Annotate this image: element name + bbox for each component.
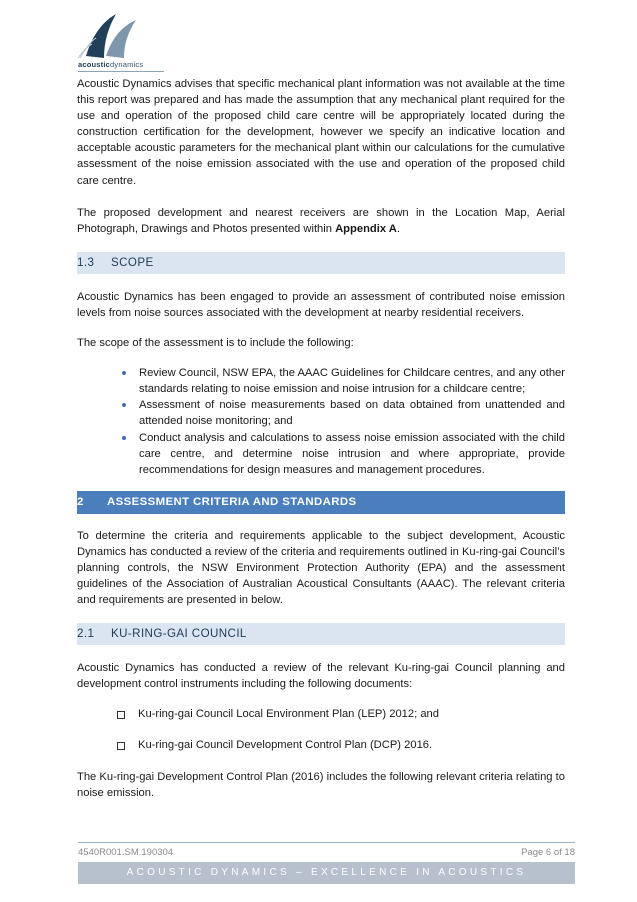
section-title: ASSESSMENT CRITERIA AND STANDARDS (107, 495, 357, 508)
document-name: Ku-ring-gai Council Development Control Plan (DCP) 2016. (138, 738, 433, 751)
document-name: Ku-ring-gai Council Local Environment Plan (LEP) 2012; and (138, 708, 439, 721)
section-heading-council (77, 623, 565, 645)
report-reference: 4540R001.SM.190304 (78, 847, 174, 858)
section-heading-assessment-criteria (77, 491, 565, 514)
list-item (77, 737, 565, 753)
council-paragraph-1: Acoustic Dynamics has conducted a review of the relevant Ku-ring-gai Council planning and development control instruments including the following documents: (77, 662, 565, 691)
scope-bullet-list (77, 365, 565, 478)
checkbox-bullet-icon (117, 742, 125, 750)
intro-paragraph-2: The proposed development and nearest receivers are shown in the Location Map, Aerial Photograph, Drawings and Photos presented within Appendix A. (77, 206, 565, 235)
list-item: Conduct analysis and calculations to assess noise emission associated with the child care centre, and determine noise intrusion and where appropriate, provide recommendations for design measures and management procedures. (122, 430, 565, 478)
logo-wordmark: acousticdynamics (78, 60, 144, 69)
criteria-paragraph: To determine the criteria and requirements applicable to the subject development, Acoustic Dynamics has conducted a review of the criteria and requirements outlined in Ku-ring-gai Council’s planning controls, the NSW Environment Protection Authority (EPA) and the assessment guidelines of the Association of Australian Acoustical Consultants (AAAC). The relevant criteria and requirements are presented in below. (77, 529, 565, 607)
logo-sail-icon (78, 12, 148, 60)
intro-paragraph-1: Acoustic Dynamics advises that specific mechanical plant information was not available at the time this report was prepared and has made the assumption that any mechanical plant required for the use and operation of the proposed child care centre will be appropriately located during the construction certification for the development, however we specify an indicative location and acceptable acoustic parameters for the mechanical plant within our calculations for the cumulative assessment of the noise emission associated with the use and operation of the proposed child care centre. (77, 78, 565, 187)
footer-divider (78, 842, 575, 843)
page-number: Page 6 of 18 (521, 847, 575, 858)
scope-paragraph-2: The scope of the assessment is to include the following: (77, 337, 354, 350)
section-title: SCOPE (111, 255, 154, 269)
company-logo (78, 12, 170, 78)
section-heading-scope (77, 252, 565, 274)
appendix-a-reference: Appendix A (335, 222, 397, 235)
section-number: 1.3 (77, 255, 95, 269)
section-number: 2.1 (77, 627, 95, 641)
checkbox-bullet-icon (117, 711, 125, 719)
list-item: Assessment of noise measurements based on data obtained from unattended and attended noise monitoring; and (122, 397, 565, 429)
section-number: 2 (77, 495, 84, 508)
list-item: Review Council, NSW EPA, the AAAC Guidelines for Childcare centres, and any other standards relating to noise emission and noise intrusion for a childcare centre; (122, 365, 565, 397)
section-title: KU-RING-GAI COUNCIL (111, 627, 247, 641)
scope-paragraph-1: Acoustic Dynamics has been engaged to provide an assessment of contributed noise emission levels from noise sources associated with the development at nearby residential receivers. (77, 290, 565, 319)
logo-underline (78, 71, 164, 72)
footer-tagline: ACOUSTIC DYNAMICS – EXCELLENCE IN ACOUSTICS (78, 862, 575, 884)
list-item (77, 706, 565, 722)
page-content (77, 76, 565, 801)
council-paragraph-2: The Ku-ring-gai Development Control Plan (2016) includes the following relevant criteria relating to noise emission. (77, 770, 565, 799)
